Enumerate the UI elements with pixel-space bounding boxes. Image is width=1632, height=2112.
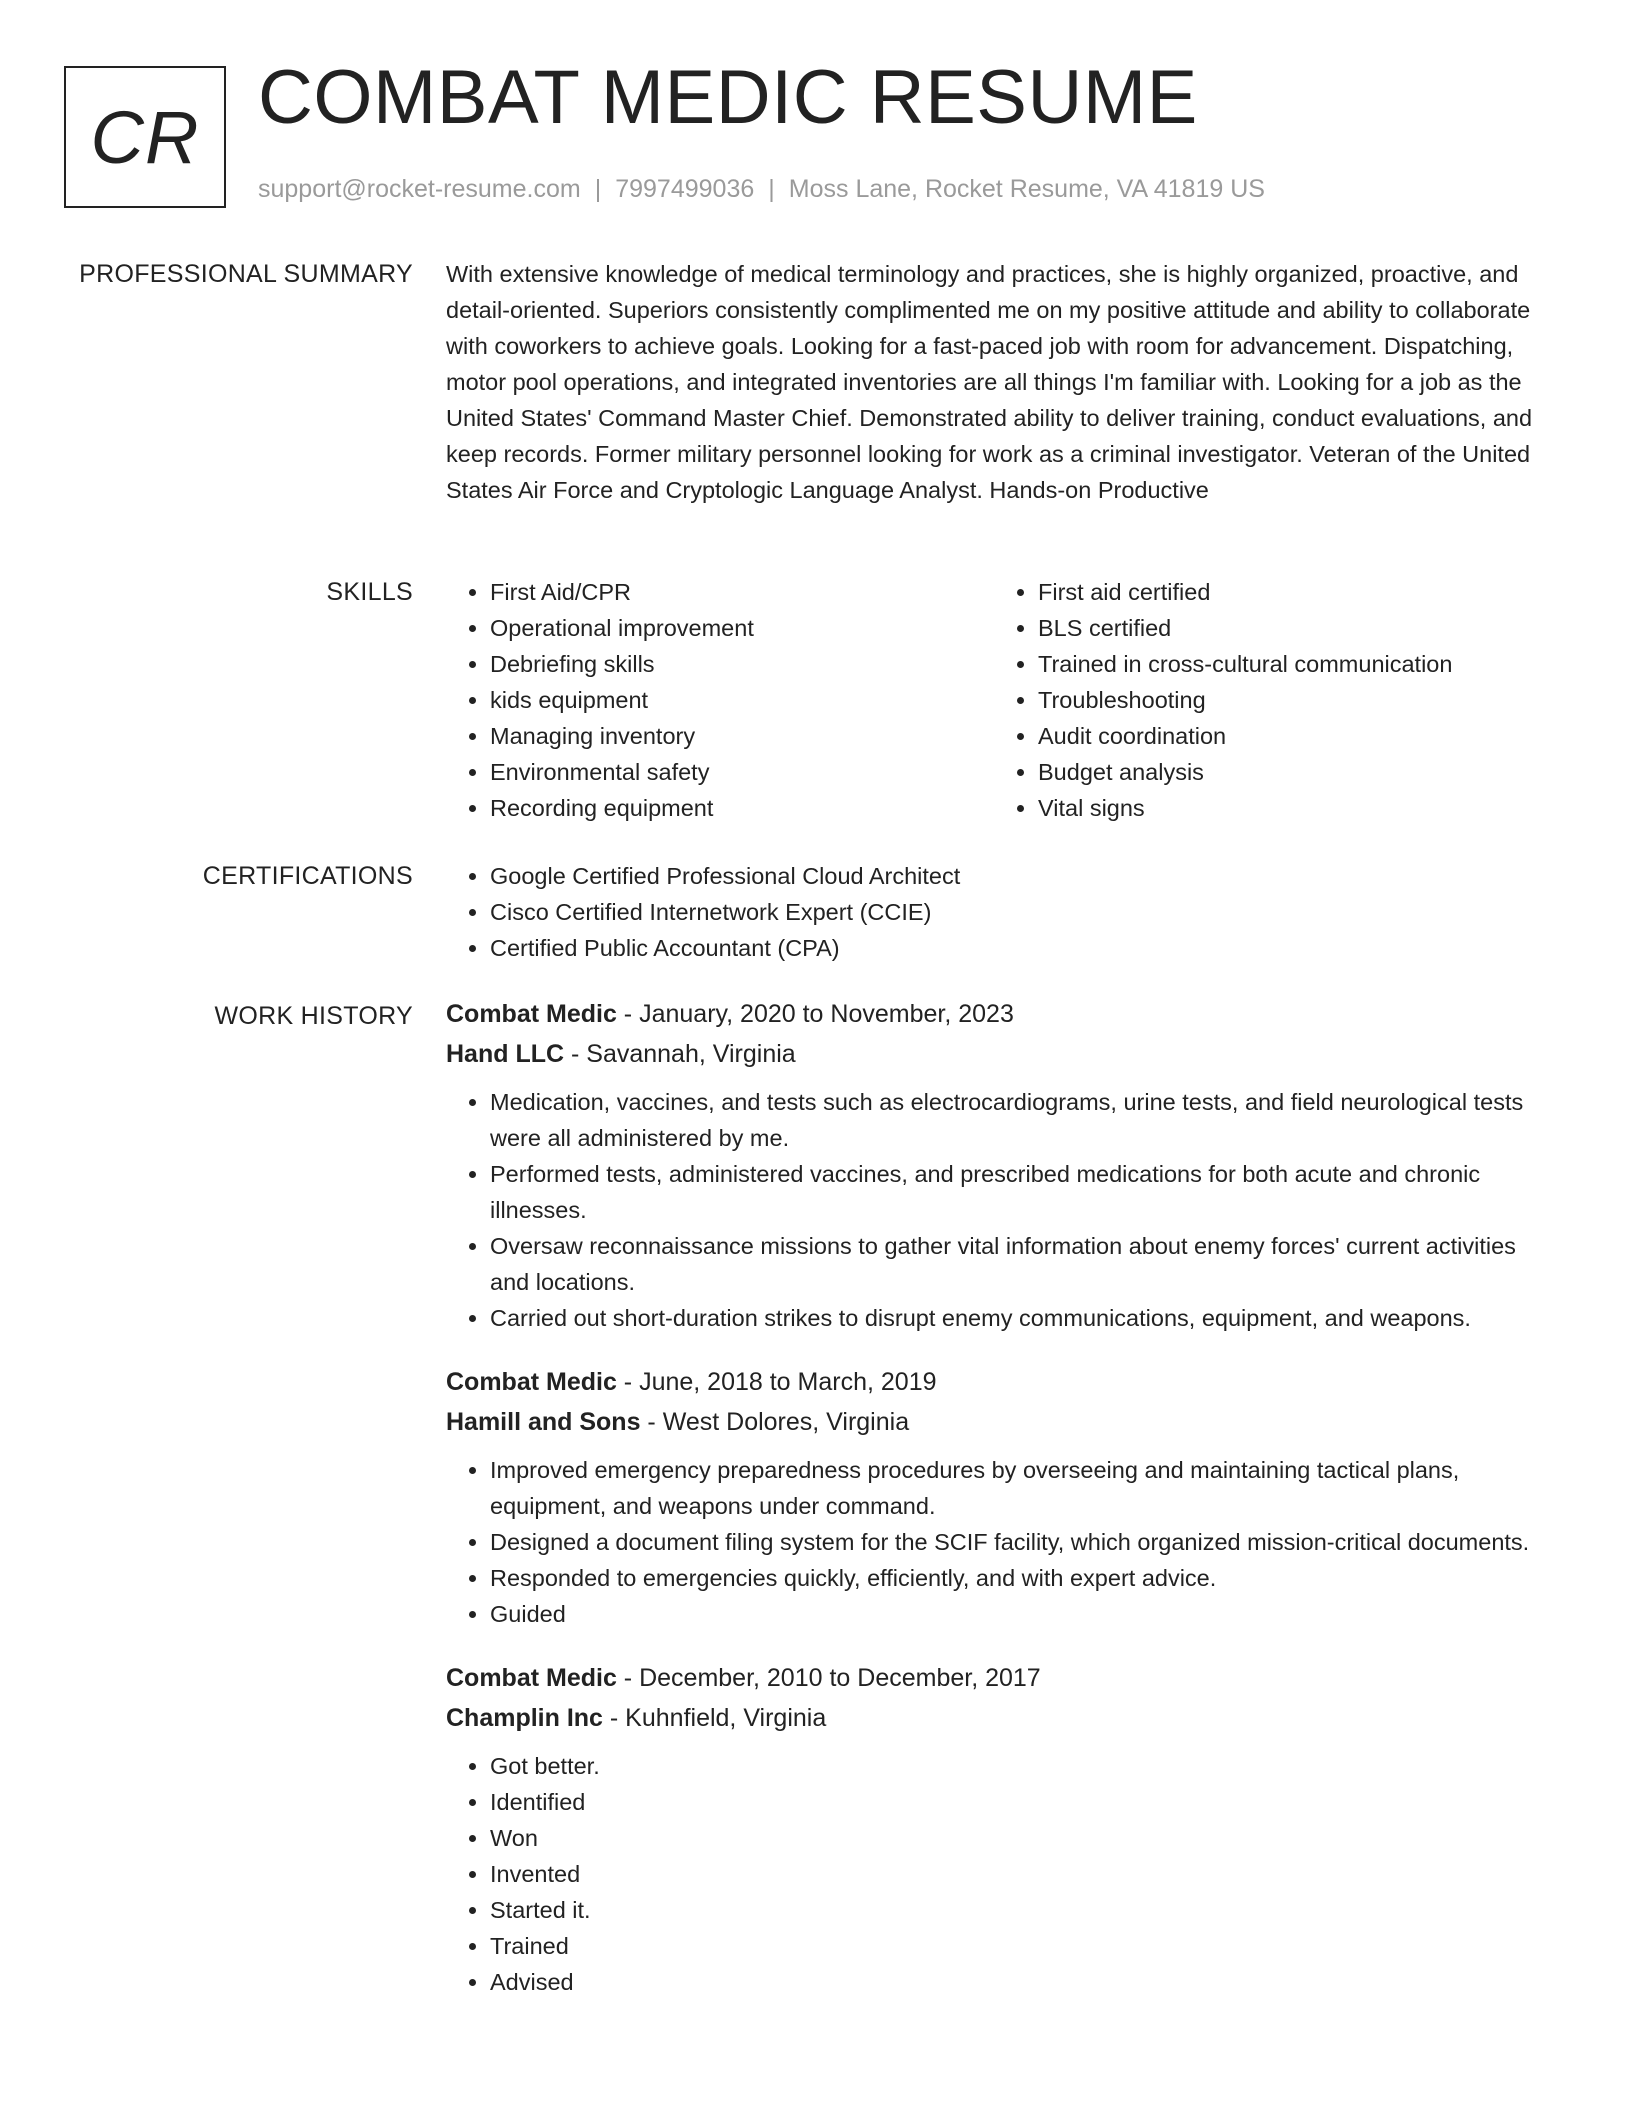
job-location: - Savannah, Virginia [564,1040,796,1068]
skill-item: • Managing inventory [490,718,994,754]
skill-item: • Budget analysis [1038,754,1542,790]
job-duty-item: • Trained [490,1928,1558,1964]
job-duties-list [446,1748,1558,2000]
skill-item: • Trained in cross-cultural communication [1038,646,1542,682]
certification-item: • Cisco Certified Internetwork Expert (CCIE) [490,894,1558,930]
skills-grid [446,574,1558,826]
job-duty-item: • Got better. [490,1748,1558,1784]
job-title: Combat Medic [446,1368,617,1396]
job-duty-item: • Invented [490,1856,1558,1892]
certifications-list [446,858,1558,966]
job-dates: - June, 2018 to March, 2019 [616,1368,937,1396]
job-duties-list [446,1084,1558,1336]
job-duty-item: • Started it. [490,1892,1558,1928]
job-duties-list [446,1452,1558,1632]
certifications-label: CERTIFICATIONS [202,862,413,890]
job-duty-item: • Responded to emergencies quickly, efficiently, and with expert advice. [490,1560,1558,1596]
skill-item: • First Aid/CPR [490,574,994,610]
contact-email[interactable]: support@rocket-resume.com [258,175,581,203]
job-company-line [446,1698,1558,1738]
job-location: - West Dolores, Virginia [640,1408,910,1436]
job-dates: - December, 2010 to December, 2017 [616,1664,1041,1692]
job-duty-item: • Guided [490,1596,1558,1632]
job-duty-item: • Won [490,1820,1558,1856]
job-title: Combat Medic [446,1664,617,1692]
skills-list-left [446,574,994,826]
monogram-initials: CR [90,95,200,179]
certification-item: • Certified Public Accountant (CPA) [490,930,1558,966]
summary-label: PROFESSIONAL SUMMARY [79,260,413,288]
job-duty-item: • Designed a document filing system for the SCIF facility, which organized mission-critical documents. [490,1524,1558,1560]
job-entry [446,994,1558,1336]
job-company: Hamill and Sons [446,1408,641,1436]
skill-item: • Debriefing skills [490,646,994,682]
work-history-label: WORK HISTORY [214,1002,413,1030]
job-duty-item: • Oversaw reconnaissance missions to gather vital information about enemy forces' current activities and locations. [490,1228,1558,1300]
job-company: Champlin Inc [446,1704,603,1732]
job-duty-item: • Improved emergency preparedness procedures by overseeing and maintaining tactical plans, equipment, and weapons under command. [490,1452,1558,1524]
job-title-line [446,1362,1558,1402]
contact-phone[interactable]: 7997499036 [615,175,755,203]
job-entry [446,1658,1558,2000]
resume-title: COMBAT MEDIC RESUME [258,55,1198,140]
certifications-body [446,858,1558,966]
job-duty-item: • Carried out short-duration strikes to disrupt enemy communications, equipment, and weapons. [490,1300,1558,1336]
job-title: Combat Medic [446,1000,617,1028]
job-entry [446,1362,1558,1632]
skill-item: • Environmental safety [490,754,994,790]
contact-address: Moss Lane, Rocket Resume, VA 41819 US [788,175,1265,203]
job-duty-item: • Advised [490,1964,1558,2000]
skill-item: • Audit coordination [1038,718,1542,754]
job-duty-item: • Medication, vaccines, and tests such as electrocardiograms, urine tests, and field neurological tests were all administered by me. [490,1084,1558,1156]
job-title-line [446,994,1558,1034]
skill-item: • Vital signs [1038,790,1542,826]
skills-list-right [994,574,1542,826]
contact-line [258,174,1265,204]
job-company-line [446,1034,1558,1074]
job-company-line [446,1402,1558,1442]
job-location: - Kuhnfield, Virginia [602,1704,827,1732]
skill-item: • Troubleshooting [1038,682,1542,718]
skill-item: • Recording equipment [490,790,994,826]
monogram-badge [64,66,226,208]
job-title-line [446,1658,1558,1698]
contact-separator: | [594,175,602,203]
skill-item: • BLS certified [1038,610,1542,646]
summary-text: With extensive knowledge of medical terminology and practices, she is highly organized, proactive, and detail-oriented. Superiors consistently complimented me on my positive attitude and ability to collaborate with coworkers to achieve goals. Looking for a fast-paced job with room for advancement. Dispatching, motor pool operations, and integrated inventories are all things I'm familiar with. Looking for a job as the United States' Command Master Chief. Demonstrated ability to deliver training, conduct evaluations, and keep records. Former military personnel looking for work as a criminal investigator. Veteran of the United States Air Force and Cryptologic Language Analyst. Hands-on Productive [446,261,1533,503]
skill-item: • First aid certified [1038,574,1542,610]
work-history-body [446,994,1558,2026]
job-duty-item: • Performed tests, administered vaccines, and prescribed medications for both acute and chronic illnesses. [490,1156,1558,1228]
certification-item: • Google Certified Professional Cloud Architect [490,858,1558,894]
contact-separator: | [768,175,775,203]
job-company: Hand LLC [446,1040,565,1068]
job-dates: - January, 2020 to November, 2023 [616,1000,1014,1028]
skill-item: • Operational improvement [490,610,994,646]
skill-item: • kids equipment [490,682,994,718]
job-duty-item: • Identified [490,1784,1558,1820]
skills-label: SKILLS [326,578,413,606]
